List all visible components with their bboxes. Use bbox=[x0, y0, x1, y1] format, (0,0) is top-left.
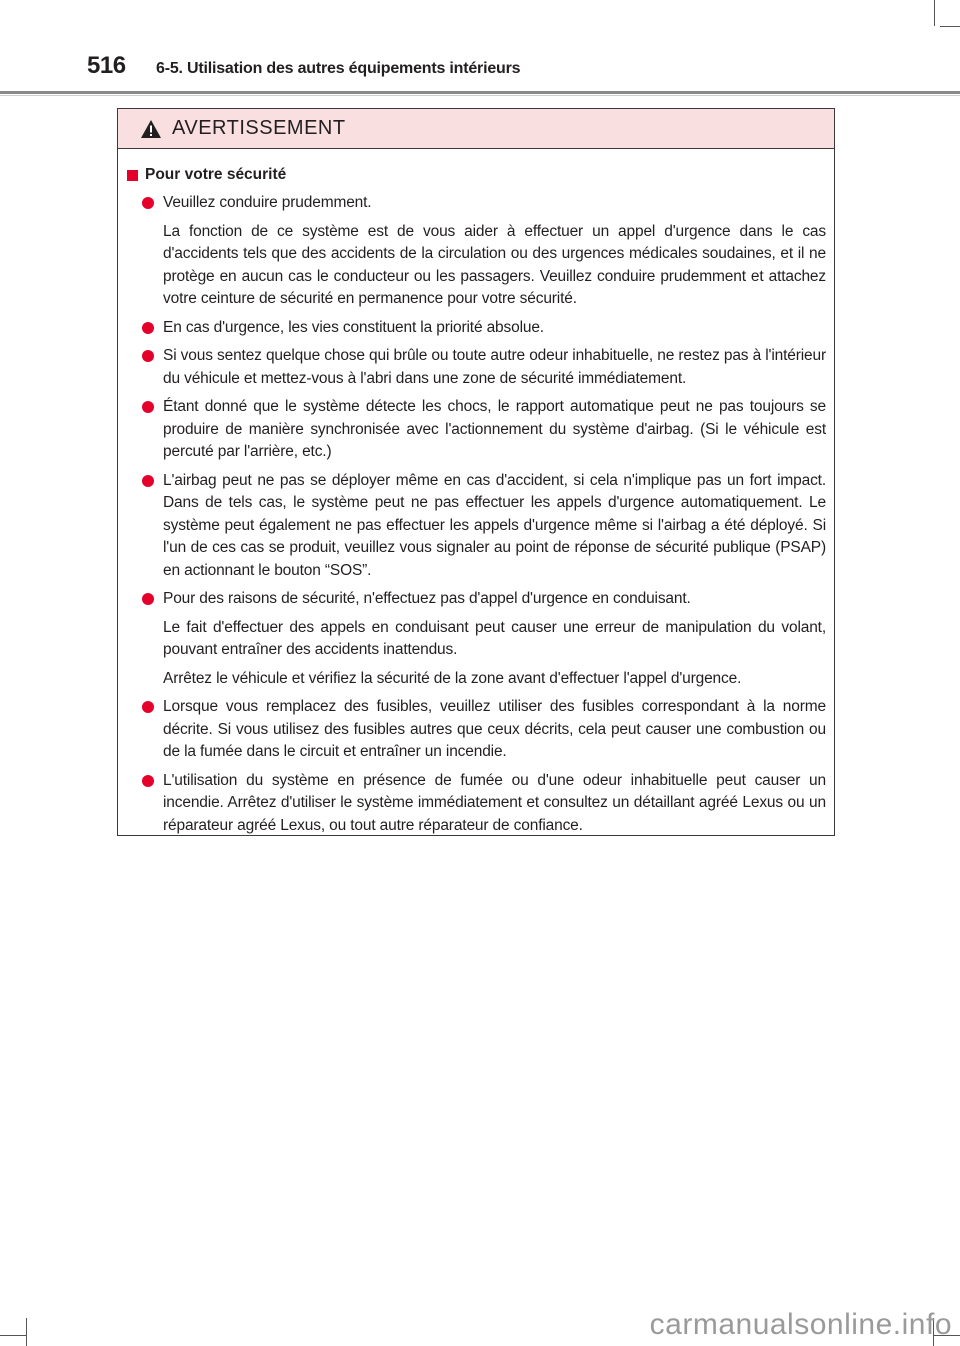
warning-box bbox=[117, 108, 835, 836]
list-item-text: L'utilisation du système en présence de fumée ou d'une odeur inhabituelle peut causer un incendie. Arrêtez d'utiliser le système immédiatement et consultez un détaillant agréé Lexus ou un réparateur agréé Lexus, ou tout autre réparateur de confiance. bbox=[163, 771, 826, 834]
list-item bbox=[126, 588, 826, 611]
warning-triangle-icon bbox=[140, 119, 162, 139]
page-header bbox=[0, 0, 960, 96]
list-item-text: Si vous sentez quelque chose qui brûle ou toute autre odeur inhabituelle, ne restez pas à l'intérieur du véhicule et mettez-vous à l'abri dans une zone de sécurité immédiatement. bbox=[163, 347, 826, 387]
list-item-text: Veuillez conduire prudemment. bbox=[163, 194, 372, 211]
watermark: carmanualsonline.info bbox=[649, 1308, 952, 1341]
list-item bbox=[126, 470, 826, 583]
list-item bbox=[126, 396, 826, 464]
list-item-text: L'airbag peut ne pas se déployer même en cas d'accident, si cela n'implique pas un fort impact. Dans de tels cas, le système peut ne pas effectuer les appels d'urgence automatiquement. Le système peut également ne pas effectuer les appels d'urgence même si l'airbag a été déployé. Si l'un de ces cas se produit, veuillez vous signaler au point de réponse de sécurité publique (PSAP) en actionnant le bouton “SOS”. bbox=[163, 471, 826, 579]
round-bullet-icon bbox=[142, 475, 154, 487]
round-bullet-icon bbox=[142, 593, 154, 605]
warning-header bbox=[118, 109, 834, 149]
round-bullet-icon bbox=[142, 701, 154, 713]
list-item bbox=[126, 696, 826, 764]
header-rule bbox=[0, 91, 960, 94]
warning-body bbox=[118, 149, 834, 837]
list-item-text: En cas d'urgence, les vies constituent la priorité absolue. bbox=[163, 318, 544, 336]
list-item bbox=[126, 770, 826, 838]
list-item-text: Pour des raisons de sécurité, n'effectuez pas d'appel d'urgence en conduisant. bbox=[163, 590, 691, 607]
header-rule-thin bbox=[0, 95, 960, 96]
round-bullet-icon bbox=[142, 350, 154, 362]
crop-mark bbox=[0, 1335, 26, 1336]
round-bullet-icon bbox=[142, 322, 154, 334]
crop-mark bbox=[940, 26, 960, 27]
round-bullet-icon bbox=[142, 197, 154, 209]
round-bullet-icon bbox=[142, 775, 154, 787]
square-bullet-icon bbox=[127, 170, 138, 181]
page-number: 516 bbox=[87, 52, 126, 79]
list-item bbox=[126, 345, 826, 390]
list-item-paragraph: La fonction de ce système est de vous aider à effectuer un appel d'urgence dans le cas d'accidents tels que des accidents de la circulation ou des urgences médicales soudaines, et il ne protège en aucun cas le conducteur ou les passagers. Veuillez conduire prudemment et attachez votre ceinture de sécurité en permanence pour votre sécurité. bbox=[163, 222, 826, 307]
list-item-text: Étant donné que le système détecte les chocs, le rapport automatique peut ne pas toujours se produire de manière synchronisée avec l'actionnement du système d'airbag. (Si le véhicule est percuté par l'arrière, etc.) bbox=[163, 398, 826, 460]
warning-title: AVERTISSEMENT bbox=[172, 117, 346, 139]
subheading-text: Pour votre sécurité bbox=[145, 166, 287, 183]
subheading bbox=[126, 166, 826, 184]
crop-mark bbox=[26, 1318, 27, 1346]
round-bullet-icon bbox=[142, 401, 154, 413]
crop-mark bbox=[934, 0, 935, 26]
list-item-paragraph: Arrêtez le véhicule et vérifiez la sécurité de la zone avant d'effectuer l'appel d'urgence. bbox=[163, 669, 742, 687]
list-item-paragraph: Le fait d'effectuer des appels en conduisant peut causer une erreur de manipulation du volant, pouvant entraîner des accidents inattendus. bbox=[163, 618, 826, 658]
list-item bbox=[126, 317, 826, 340]
section-title: 6-5. Utilisation des autres équipements intérieurs bbox=[156, 60, 521, 77]
list-item-text: Lorsque vous remplacez des fusibles, veuillez utiliser des fusibles correspondant à la norme décrite. Si vous utilisez des fusibles autres que ceux décrits, cela peut causer une combustion ou de la fumée dans le circuit et entraîner un incendie. bbox=[163, 698, 826, 760]
list-item bbox=[126, 192, 826, 215]
